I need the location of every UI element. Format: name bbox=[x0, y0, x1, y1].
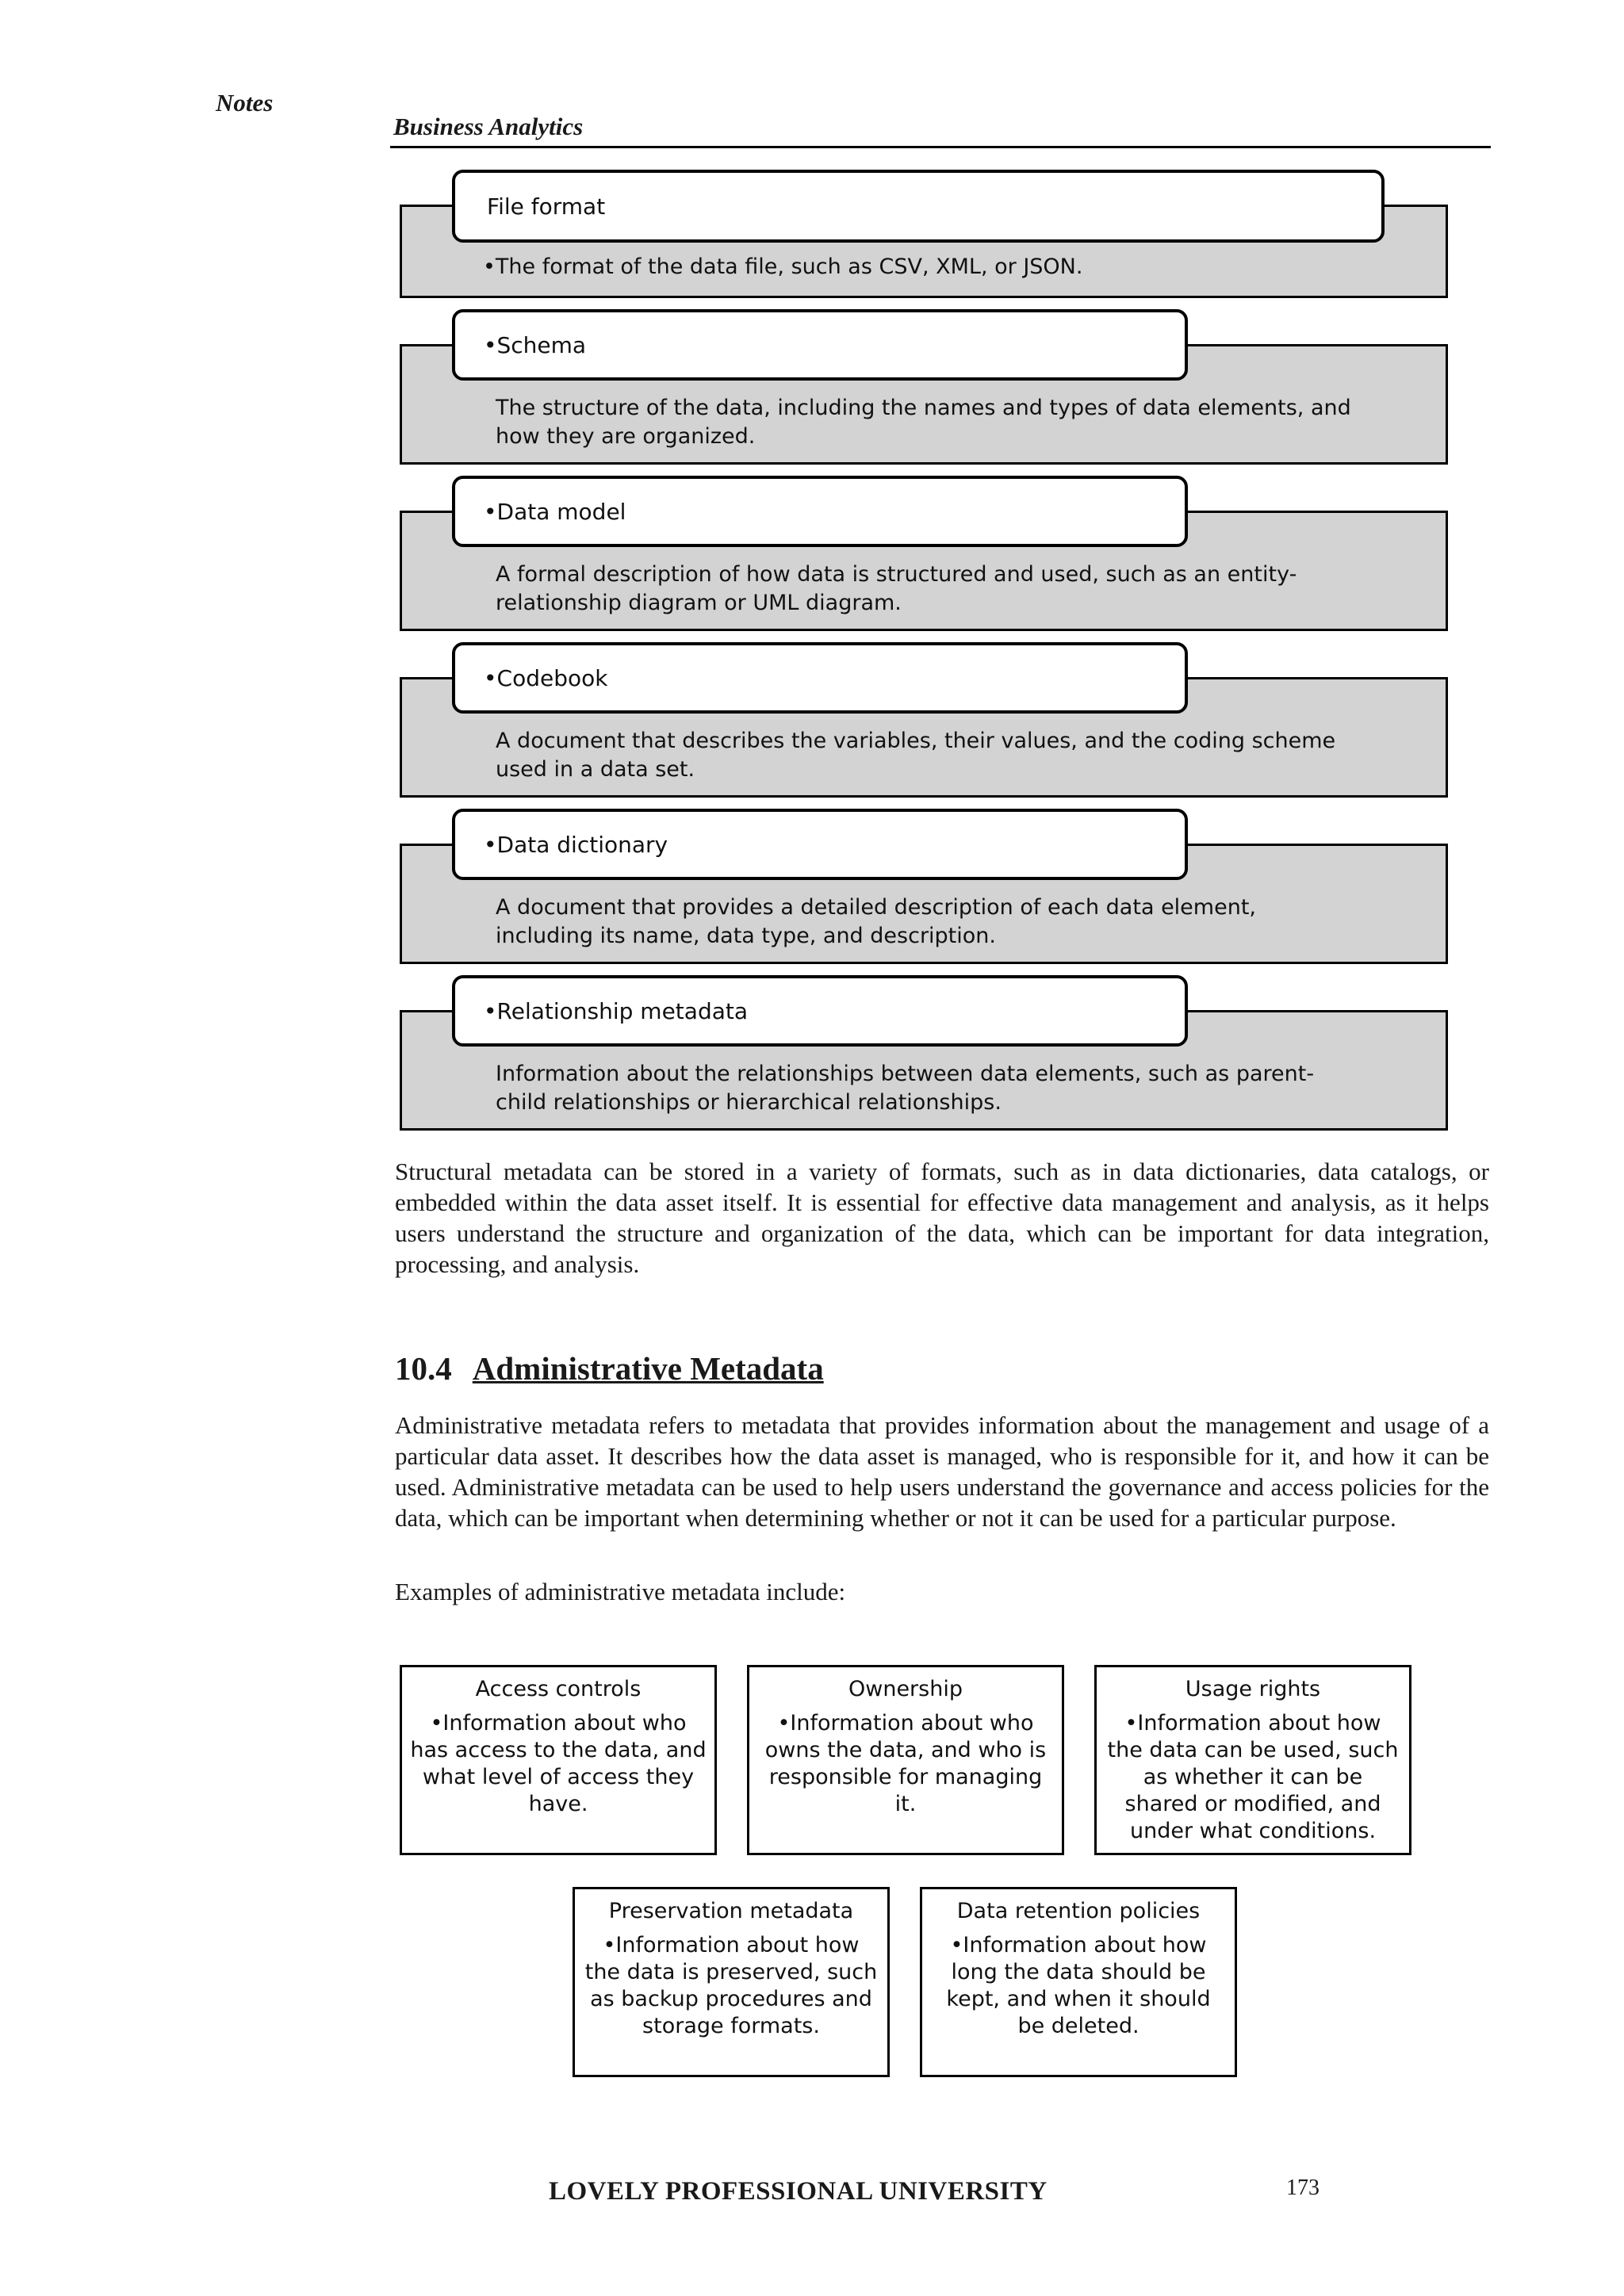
admin-box-title: Preservation metadata bbox=[608, 1899, 854, 1923]
diagram-pill-codebook: •Codebook bbox=[452, 642, 1188, 714]
admin-box-title: Ownership bbox=[848, 1677, 963, 1701]
admin-box-text: •Information about how long the data should be kept, and when it should be deleted. bbox=[946, 1933, 1211, 2038]
admin-box-text: •Information about who has access to the data, and what level of access they have. bbox=[410, 1711, 707, 1816]
admin-box-text: •Information about who owns the data, and who is responsible for managing it. bbox=[764, 1711, 1047, 1816]
structural-paragraph: Structural metadata can be stored in a variety of formats, such as in data dictionaries, data catalogs, or embedded within the data asset itself. It is essential for effective data management and analysis, as it helps users understand the structure and organization of the data, which can be important for data integration, processing, and analysis. bbox=[395, 1158, 1489, 1278]
administrative-paragraph: Administrative metadata refers to metadata that provides information about the management and usage of a particular data asset. It describes how the data asset is managed, who is responsible for it, and how it can be used. Administrative metadata can be used to help users understand the governance and access policies for the data, which can be important when determining whether or not it can be used for a particular purpose. bbox=[395, 1411, 1489, 1532]
admin-box-title: Data retention policies bbox=[956, 1899, 1201, 1923]
section-number: 10.4 bbox=[395, 1350, 452, 1387]
section-title: Administrative Metadata bbox=[472, 1350, 824, 1387]
diagram-card-desc: A document that provides a detailed description of each data element, including its name, data type, and description. bbox=[496, 895, 1256, 948]
diagram-pill-data-dictionary: •Data dictionary bbox=[452, 809, 1188, 880]
diagram-pill-schema: •Schema bbox=[452, 309, 1188, 381]
admin-box-access-controls bbox=[400, 1665, 717, 1855]
diagram-card-desc: Information about the relationships between data elements, such as parent-child relationships or hierarchical relationships. bbox=[496, 1062, 1315, 1115]
footer-university: LOVELY PROFESSIONAL UNIVERSITY bbox=[549, 2177, 1048, 2206]
diagram-card-desc: •The format of the data file, such as CSV, XML, or JSON. bbox=[483, 254, 1083, 279]
header-rule bbox=[390, 146, 1491, 148]
admin-box-preservation-metadata bbox=[573, 1887, 890, 2077]
admin-box-ownership bbox=[747, 1665, 1064, 1855]
admin-box-usage-rights bbox=[1094, 1665, 1411, 1855]
running-head: Business Analytics bbox=[393, 113, 584, 140]
examples-intro: Examples of administrative metadata include: bbox=[395, 1578, 846, 1605]
admin-box-text: •Information about how the data is preserved, such as backup procedures and storage formats. bbox=[584, 1933, 878, 2038]
diagram-pill-relationship-metadata: •Relationship metadata bbox=[452, 975, 1188, 1047]
notes-label: Notes bbox=[216, 89, 274, 117]
admin-box-text: •Information about how the data can be used, such as whether it can be shared or modified, and under what conditions. bbox=[1107, 1711, 1399, 1843]
admin-box-title: Access controls bbox=[475, 1677, 642, 1701]
diagram-card-desc: A document that describes the variables, their values, and the coding scheme used in a data set. bbox=[496, 729, 1336, 782]
page-number: 173 bbox=[1286, 2175, 1320, 2200]
section-heading bbox=[395, 1349, 824, 1387]
diagram-card-desc: A formal description of how data is structured and used, such as an entity-relationship diagram or UML diagram. bbox=[496, 562, 1297, 615]
admin-box-data-retention-policies bbox=[920, 1887, 1237, 2077]
diagram-pill-file-format: File format bbox=[452, 170, 1385, 243]
admin-box-title: Usage rights bbox=[1185, 1677, 1321, 1701]
diagram-pill-data-model: •Data model bbox=[452, 476, 1188, 547]
diagram-card-desc: The structure of the data, including the names and types of data elements, and how they are organized. bbox=[496, 396, 1351, 449]
